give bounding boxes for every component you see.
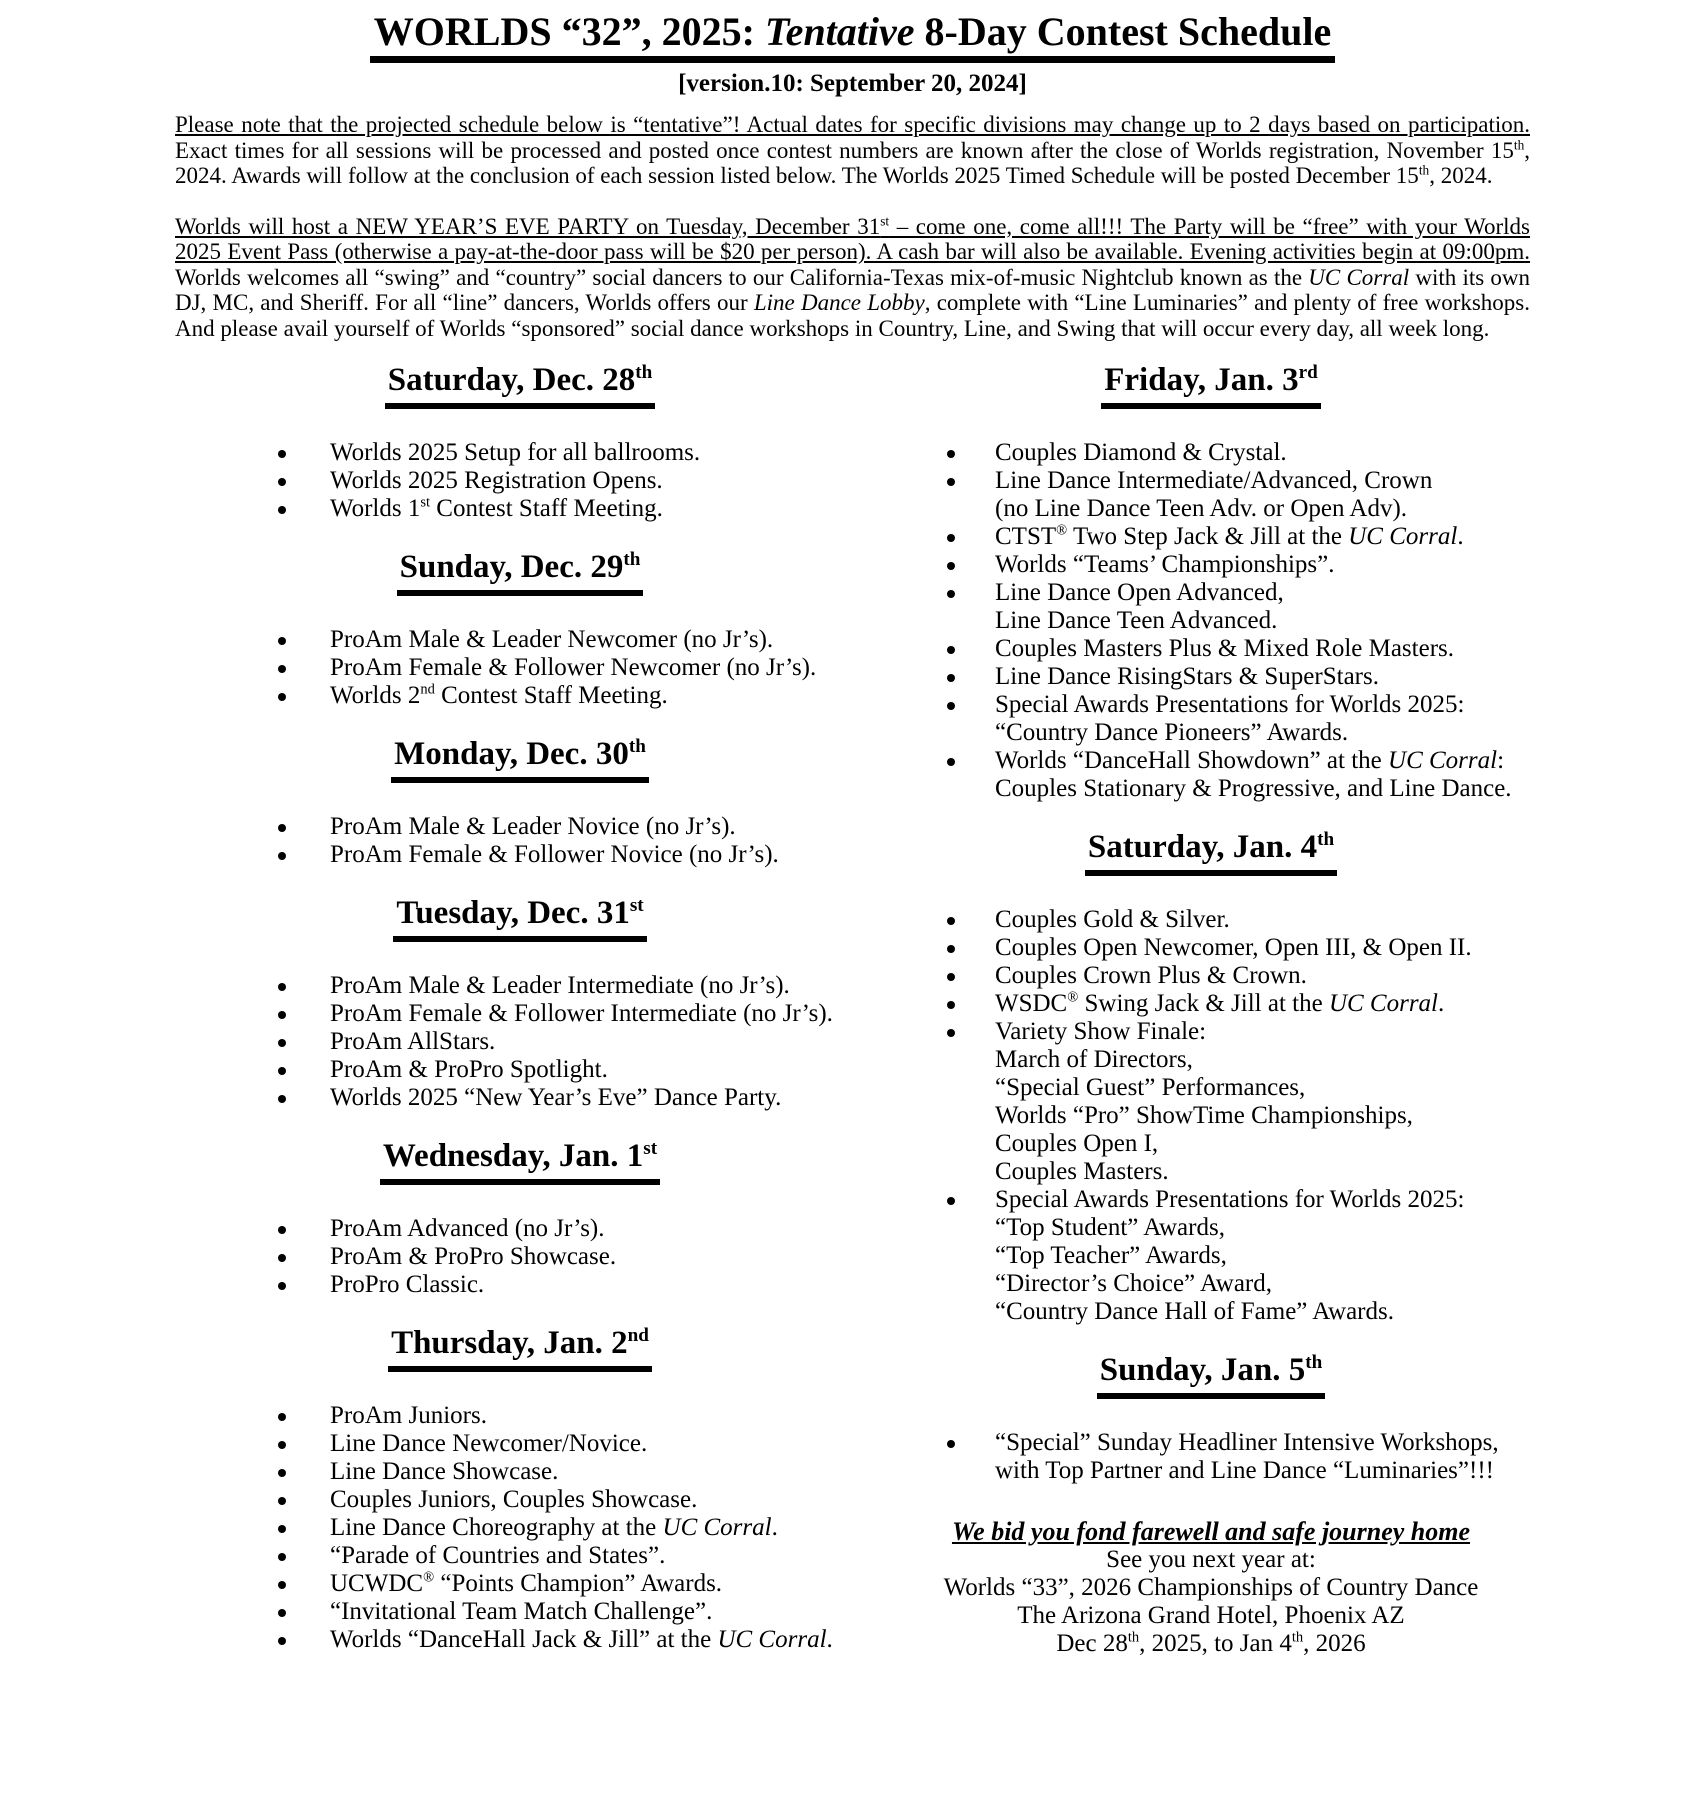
column-right [891,361,1531,1658]
day-items [175,439,865,523]
item-text: Worlds “DanceHall Showdown” at the UC Corral: Couples Stationary & Progressive, and Line Dance. [995,747,1512,803]
day-items [891,1429,1531,1485]
bullet-icon [947,747,995,803]
item-text: Line Dance Showcase. [330,1458,559,1486]
day-heading-text: Monday, Dec. 30th [391,735,649,783]
schedule-item [175,654,865,682]
day-items [891,906,1531,1326]
bullet-icon [278,1486,330,1514]
day-section [175,735,865,869]
day-items [891,439,1531,803]
schedule-item [175,1243,865,1271]
footer-line: Dec 28th, 2025, to Jan 4th, 2026 [1056,1629,1366,1658]
schedule-item [175,1084,865,1112]
schedule-item [175,813,865,841]
bullet-icon [947,1018,995,1186]
day-heading-text: Tuesday, Dec. 31st [393,894,646,942]
day-section [891,828,1531,1326]
bullet-icon [278,439,330,467]
day-items [175,626,865,710]
schedule-item [891,691,1531,747]
column-left [175,361,865,1679]
item-text: Line Dance RisingStars & SuperStars. [995,663,1379,691]
bullet-icon [278,1570,330,1598]
bullet-icon [278,1000,330,1028]
bullet-icon [947,691,995,747]
schedule-item [175,972,865,1000]
day-section [175,548,865,710]
schedule-item [891,990,1531,1018]
item-text: Line Dance Choreography at the UC Corral. [330,1514,778,1542]
item-text: Worlds 2025 “New Year’s Eve” Dance Party. [330,1084,782,1112]
bullet-icon [278,682,330,710]
day-items [175,972,865,1112]
day-section [175,1324,865,1654]
item-text: Couples Crown Plus & Crown. [995,962,1307,990]
item-text: Couples Gold & Silver. [995,906,1230,934]
version-line: [version.10: September 20, 2024] [678,70,1027,98]
bullet-icon [947,467,995,523]
bullet-icon [947,551,995,579]
bullet-icon [278,1458,330,1486]
schedule-item [175,1514,865,1542]
schedule-item [175,1430,865,1458]
schedule-item [891,934,1531,962]
bullet-icon [278,467,330,495]
schedule-item [891,747,1531,803]
day-heading-text: Saturday, Jan. 4th [1085,828,1337,876]
item-text: UCWDC® “Points Champion” Awards. [330,1569,723,1598]
item-text: Couples Open Newcomer, Open III, & Open II. [995,934,1472,962]
bullet-icon [278,1626,330,1654]
bullet-icon [278,841,330,869]
bullet-icon [278,1402,330,1430]
item-text: “Special” Sunday Headliner Intensive Workshops, with Top Partner and Line Dance “Luminaries”!!! [995,1429,1499,1485]
bullet-icon [278,1056,330,1084]
schedule-item [175,1271,865,1299]
bullet-icon [947,934,995,962]
item-text: Line Dance Open Advanced, Line Dance Teen Advanced. [995,579,1284,635]
item-text: Line Dance Intermediate/Advanced, Crown (no Line Dance Teen Adv. or Open Adv). [995,467,1433,523]
schedule-item [175,682,865,710]
footer-line: Worlds “33”, 2026 Championships of Country Dance [943,1574,1479,1602]
schedule-item [175,439,865,467]
schedule-item [891,523,1531,551]
schedule-item [891,635,1531,663]
item-text: Worlds 2025 Registration Opens. [330,467,663,495]
schedule-item [891,551,1531,579]
schedule-item [891,467,1531,523]
doc-title [175,10,1530,63]
item-text: ProAm Female & Follower Newcomer (no Jr’s). [330,654,817,682]
day-section [175,1137,865,1299]
schedule-item [891,1429,1531,1485]
schedule-item [175,1458,865,1486]
schedule-columns [175,361,1530,1679]
bullet-icon [278,1215,330,1243]
item-text: ProAm Female & Follower Novice (no Jr’s). [330,841,779,869]
bullet-icon [947,1429,995,1485]
schedule-item [891,906,1531,934]
schedule-item [175,1570,865,1598]
day-heading [175,735,865,783]
schedule-item [175,1542,865,1570]
day-heading-text: Sunday, Dec. 29th [397,548,644,596]
item-text: Couples Diamond & Crystal. [995,439,1287,467]
bullet-icon [947,906,995,934]
item-text: Special Awards Presentations for Worlds 2025: “Country Dance Pioneers” Awards. [995,691,1465,747]
day-section [175,361,865,523]
intro-paragraph-2: Worlds will host a NEW YEAR’S EVE PARTY on Tuesday, December 31st – come one, come all!!! The Party will be “free” with your Worlds 2025 Event Pass (otherwise a pay-at-the-door pass will be $20 per person). A cash bar will also be available. Evening activities begin at 09:00pm. Worlds welcomes all “swing” and “country” social dancers to our California-Texas mix-of-music Nightclub known as the UC Corral with its own DJ, MC, and Sheriff. For all “line” dancers, Worlds offers our Line Dance Lobby, complete with “Line Luminaries” and plenty of free workshops. And please avail yourself of Worlds “sponsored” social dance workshops in Country, Line, and Swing that will occur every day, all week long. [175,213,1531,341]
item-text: ProAm & ProPro Showcase. [330,1243,617,1271]
bullet-icon [278,1430,330,1458]
bullet-icon [278,1514,330,1542]
day-heading-text: Sunday, Jan. 5th [1097,1351,1325,1399]
schedule-item [175,1056,865,1084]
day-heading [175,361,865,409]
day-items [175,1215,865,1299]
item-text: ProAm AllStars. [330,1028,496,1056]
day-heading-text: Wednesday, Jan. 1st [380,1137,660,1185]
bullet-icon [947,439,995,467]
bullet-icon [278,972,330,1000]
item-text: Worlds 2025 Setup for all ballrooms. [330,439,701,467]
day-section [175,894,865,1112]
item-text: “Parade of Countries and States”. [330,1542,666,1570]
day-heading [175,1324,865,1372]
bullet-icon [278,1542,330,1570]
day-heading [891,1351,1531,1399]
schedule-item [891,962,1531,990]
day-items [175,1402,865,1654]
schedule-item [891,663,1531,691]
item-text: ProAm Female & Follower Intermediate (no Jr’s). [330,1000,833,1028]
item-text: WSDC® Swing Jack & Jill at the UC Corral. [995,989,1445,1018]
closing-block [891,1517,1531,1658]
day-heading-text: Saturday, Dec. 28th [385,361,656,409]
item-text: Worlds “Teams’ Championships”. [995,551,1335,579]
day-heading [175,548,865,596]
bullet-icon [278,654,330,682]
day-heading-text: Friday, Jan. 3rd [1101,361,1320,409]
day-heading [175,1137,865,1185]
schedule-item [891,579,1531,635]
schedule-item [175,626,865,654]
item-text: Couples Juniors, Couples Showcase. [330,1486,698,1514]
bullet-icon [278,626,330,654]
day-section [891,1351,1531,1485]
bullet-icon [278,1243,330,1271]
schedule-item [175,1598,865,1626]
bullet-icon [278,495,330,523]
schedule-item [175,1215,865,1243]
item-text: Variety Show Finale: March of Directors, “Special Guest” Performances, Worlds “Pro” ShowTime Championships, Couples Open I, Couples Masters. [995,1018,1413,1186]
bullet-icon [947,1186,995,1326]
item-text: ProAm Advanced (no Jr’s). [330,1215,605,1243]
intro-paragraph-1: Please note that the projected schedule below is “tentative”! Actual dates for specific divisions may change up to 2 days based on participation. Exact times for all sessions will be processed and posted once contest numbers are known after the close of Worlds registration, November 15th, 2024. Awards will follow at the conclusion of each session listed below. The Worlds 2025 Timed Schedule will be posted December 15th, 2024. [175,112,1530,189]
schedule-item [175,467,865,495]
farewell-line: We bid you fond farewell and safe journey home [951,1517,1471,1547]
day-section [891,361,1531,803]
bullet-icon [278,1271,330,1299]
item-text: ProAm Male & Leader Novice (no Jr’s). [330,813,736,841]
bullet-icon [947,579,995,635]
schedule-item [891,439,1531,467]
bullet-icon [947,663,995,691]
schedule-item [175,841,865,869]
item-text: Line Dance Newcomer/Novice. [330,1430,648,1458]
item-text: “Invitational Team Match Challenge”. [330,1598,713,1626]
item-text: Worlds “DanceHall Jack & Jill” at the UC Corral. [330,1626,833,1654]
doc-title-text: WORLDS “32”, 2025: Tentative 8-Day Contest Schedule [370,10,1335,63]
bullet-icon [947,523,995,551]
schedule-item [175,1486,865,1514]
item-text: Worlds 2nd Contest Staff Meeting. [330,681,668,710]
item-text: ProAm Male & Leader Intermediate (no Jr’s). [330,972,790,1000]
schedule-item [175,1402,865,1430]
bullet-icon [278,1598,330,1626]
item-text: CTST® Two Step Jack & Jill at the UC Corral. [995,522,1464,551]
schedule-item [175,495,865,523]
bullet-icon [947,962,995,990]
footer-line: The Arizona Grand Hotel, Phoenix AZ [1017,1602,1405,1630]
bullet-icon [278,1028,330,1056]
bullet-icon [278,813,330,841]
item-text: ProAm Juniors. [330,1402,487,1430]
item-text: Couples Masters Plus & Mixed Role Masters. [995,635,1455,663]
schedule-item [175,1626,865,1654]
day-heading [175,894,865,942]
day-heading [891,361,1531,409]
day-heading-text: Thursday, Jan. 2nd [388,1324,652,1372]
item-text: ProAm Male & Leader Newcomer (no Jr’s). [330,626,774,654]
item-text: ProAm & ProPro Spotlight. [330,1056,608,1084]
day-items [175,813,865,869]
bullet-icon [278,1084,330,1112]
schedule-item [891,1186,1531,1326]
bullet-icon [947,990,995,1018]
item-text: Special Awards Presentations for Worlds 2025: “Top Student” Awards, “Top Teacher” Awards, “Director’s Choice” Award, “Country Dance Hall of Fame” Awards. [995,1186,1465,1326]
footer-line: See you next year at: [1106,1546,1316,1574]
day-heading [891,828,1531,876]
bullet-icon [947,635,995,663]
item-text: Worlds 1st Contest Staff Meeting. [330,494,663,523]
item-text: ProPro Classic. [330,1271,485,1299]
schedule-item [891,1018,1531,1186]
schedule-item [175,1000,865,1028]
schedule-item [175,1028,865,1056]
